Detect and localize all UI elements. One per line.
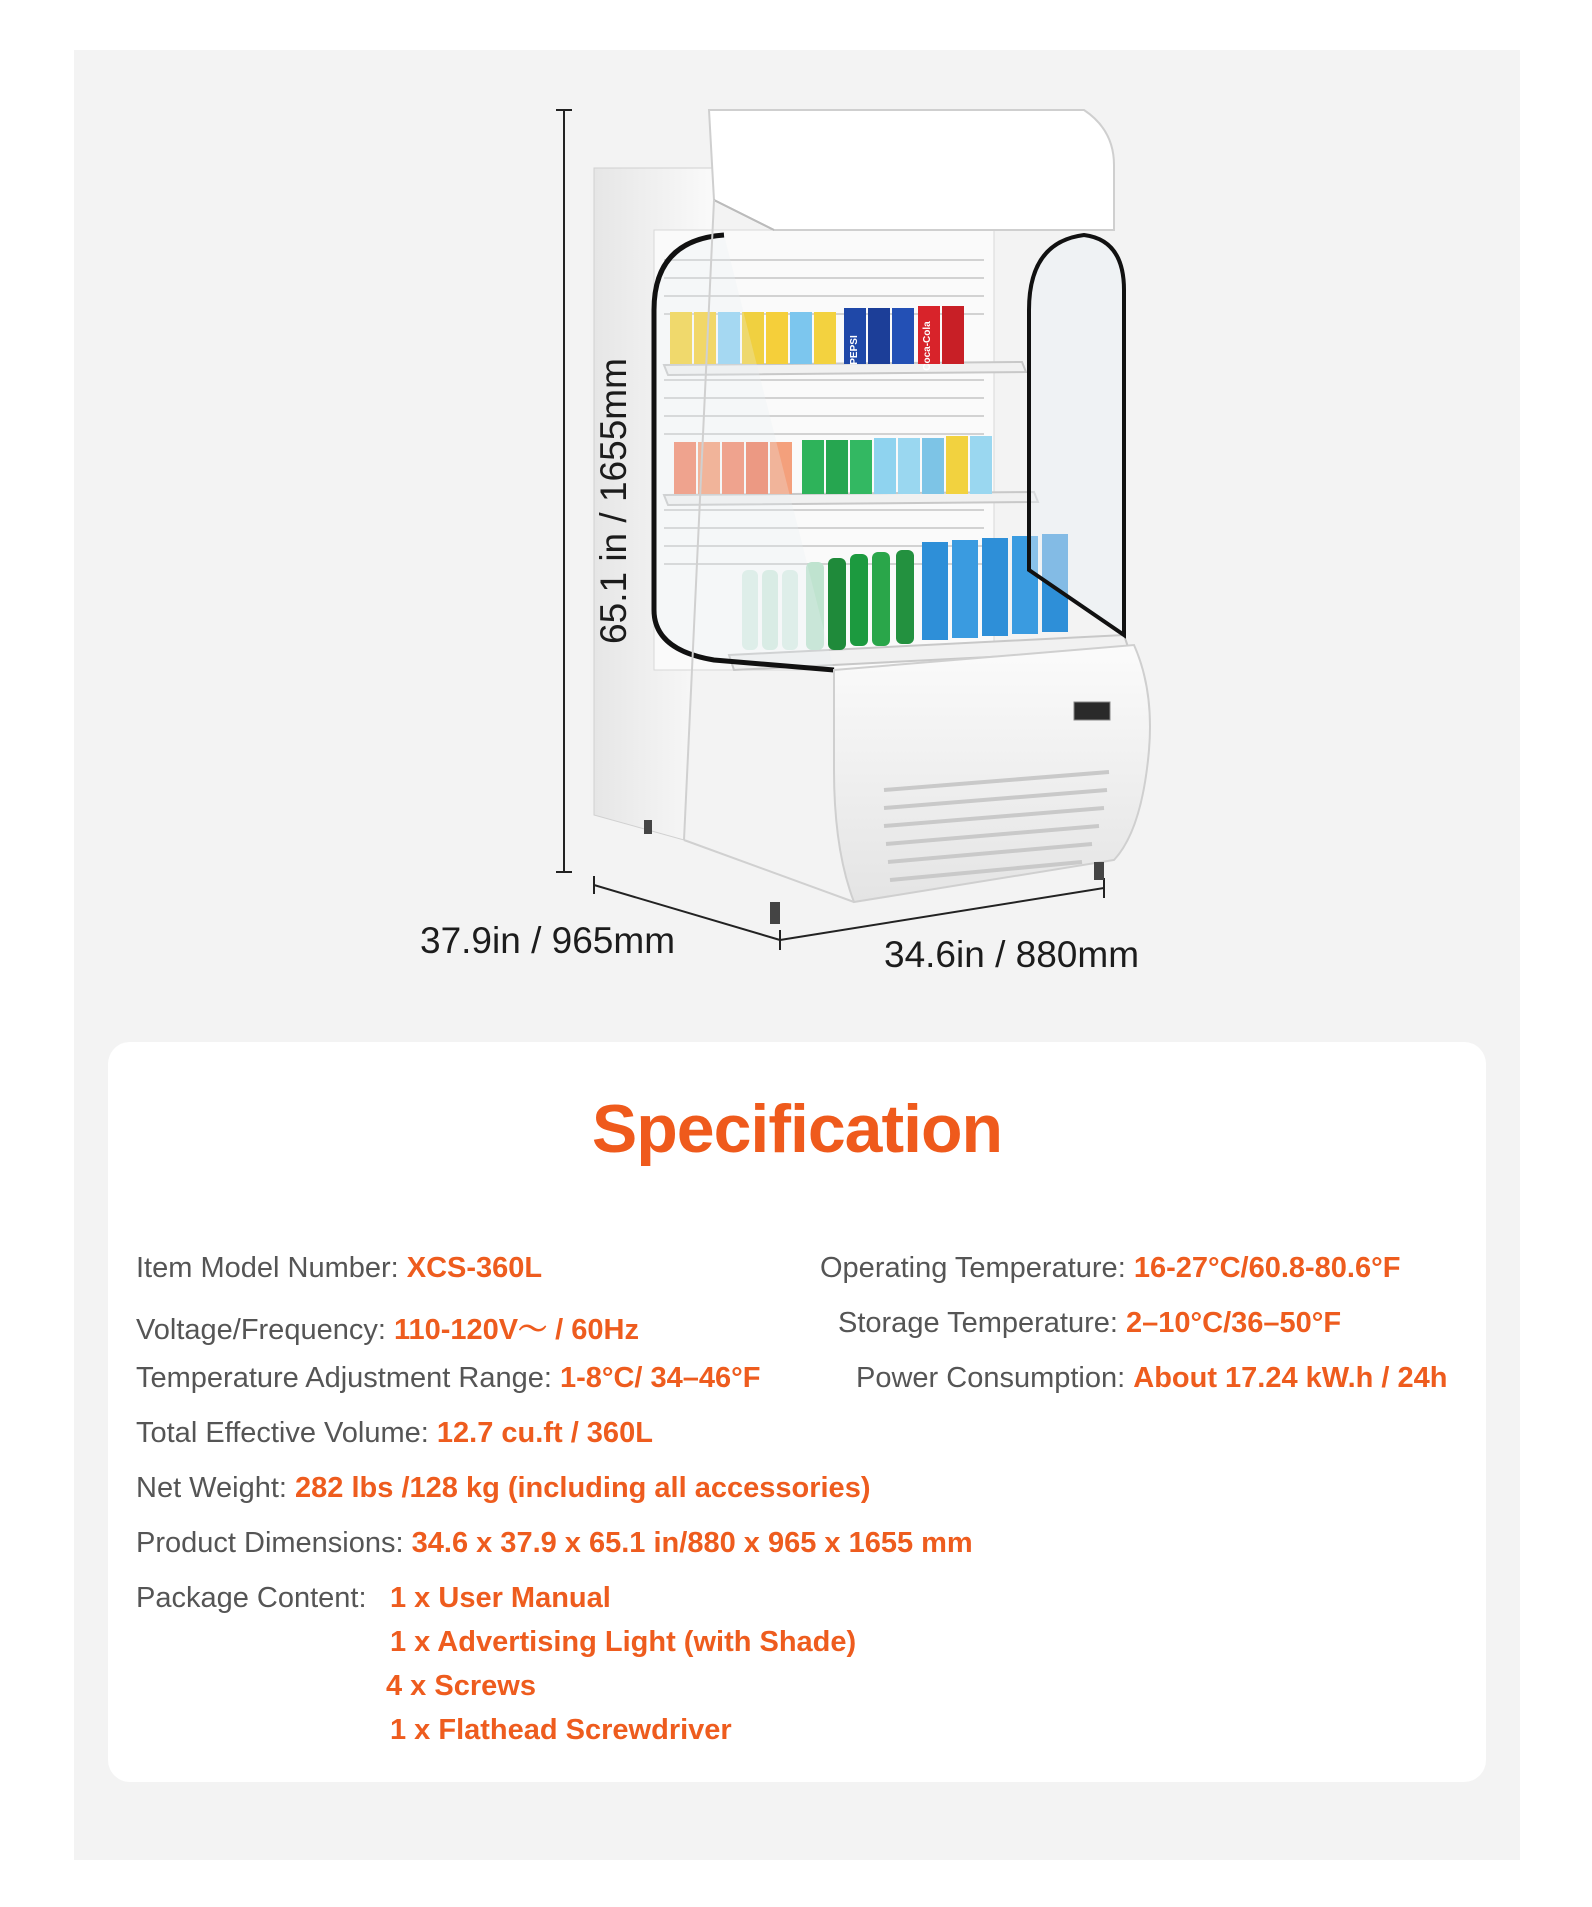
spec-row-volume [136, 1417, 653, 1450]
spec-row-operating-temperature [820, 1252, 1400, 1285]
spec-label: Total Effective Volume: [136, 1417, 429, 1449]
spec-value: 34.6 x 37.9 x 65.1 in/880 x 965 x 1655 mm [411, 1527, 973, 1559]
spec-value: XCS-360L [406, 1252, 543, 1284]
height-dimension-line [556, 110, 572, 872]
spec-value: About 17.24 kW.h / 24h [1133, 1362, 1448, 1394]
temperature-display [1074, 702, 1110, 720]
spec-label: Power Consumption: [856, 1362, 1126, 1394]
spec-value: 16-27°C/60.8-80.6°F [1133, 1252, 1401, 1284]
spec-value: 110-120V～ / 60Hz [393, 1314, 639, 1346]
spec-row-voltage [136, 1307, 639, 1348]
spec-value: 1-8°C/ 34–46°F [559, 1362, 761, 1394]
spec-label: Storage Temperature: [838, 1307, 1118, 1339]
spec-value: 12.7 cu.ft / 360L [436, 1417, 653, 1449]
specification-card [108, 1042, 1486, 1782]
svg-text:PEPSI: PEPSI [849, 335, 860, 365]
package-item: 1 x User Manual [390, 1582, 611, 1614]
spec-label: Item Model Number: [136, 1252, 399, 1284]
spec-row-power-consumption [856, 1362, 1448, 1395]
spec-row-temperature-adjustment [136, 1362, 761, 1395]
spec-value: 2–10°C/36–50°F [1126, 1307, 1342, 1339]
spec-value: 282 lbs /128 kg (including all accessories) [295, 1472, 871, 1504]
svg-text:Coca-Cola: Coca-Cola [922, 321, 933, 371]
spec-label: Temperature Adjustment Range: [136, 1362, 552, 1394]
refrigerator-illustration [74, 50, 1520, 1050]
spec-label: Product Dimensions: [136, 1527, 404, 1559]
spec-label: Net Weight: [136, 1472, 287, 1504]
spec-row-net-weight [136, 1472, 870, 1505]
spec-label: Operating Temperature: [820, 1252, 1126, 1284]
spec-label: Package Content: [136, 1582, 367, 1614]
depth-dimension-label: 37.9in / 965mm [420, 920, 676, 961]
glass-side-panel-right [1029, 235, 1124, 635]
package-item: 4 x Screws [386, 1670, 536, 1702]
spec-label: Voltage/Frequency: [136, 1314, 386, 1346]
width-dimension-label: 34.6in / 880mm [884, 934, 1140, 975]
spec-row-model [136, 1252, 542, 1285]
specification-title: Specification [591, 1091, 1003, 1167]
spec-row-package-content [136, 1582, 367, 1615]
advertising-light-canopy [709, 110, 1114, 230]
package-item: 1 x Advertising Light (with Shade) [390, 1626, 857, 1658]
product-figure [74, 50, 1520, 1050]
spec-row-dimensions [136, 1527, 973, 1560]
spec-row-storage-temperature [838, 1307, 1341, 1340]
height-dimension-label: 65.1 in / 1655mm [593, 358, 634, 644]
package-item: 1 x Flathead Screwdriver [390, 1714, 732, 1746]
